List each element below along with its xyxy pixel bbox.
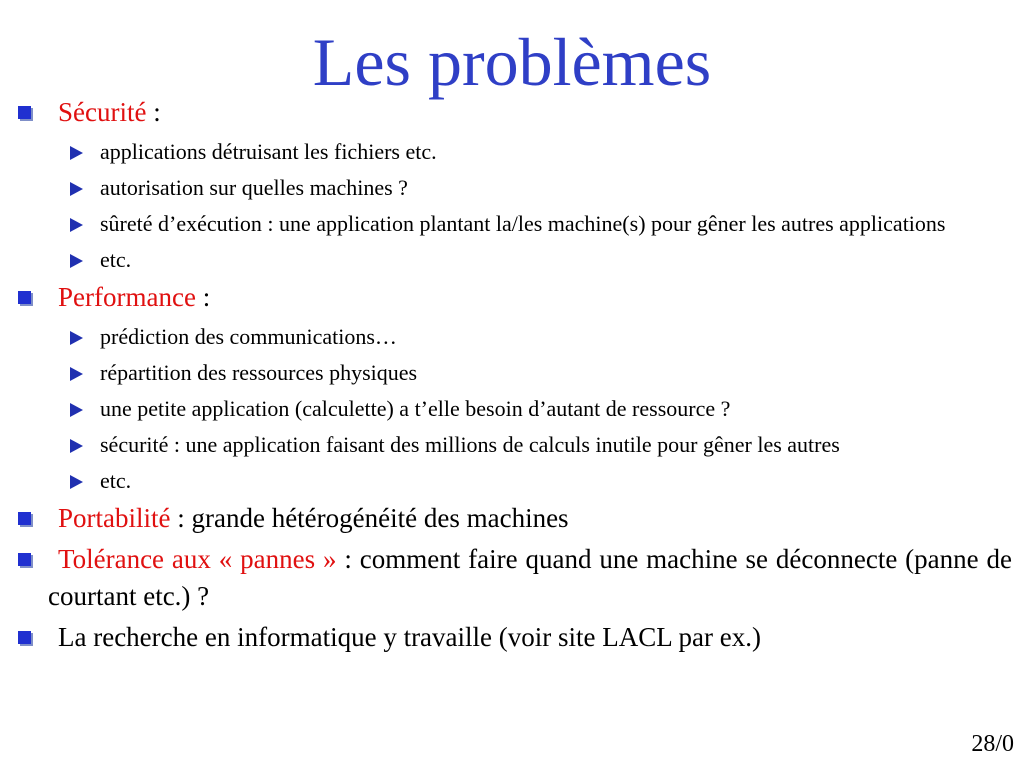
sub-bullet-text: prédiction des communications… <box>100 324 397 349</box>
sub-bullet-performance-4 <box>14 430 1012 460</box>
sub-bullet-text: etc. <box>100 247 132 272</box>
keyword-tolerance: Tolérance aux « pannes » <box>58 544 337 574</box>
square-bullet-icon <box>18 291 31 304</box>
arrow-bullet-icon <box>70 367 83 381</box>
arrow-bullet-icon <box>70 254 83 268</box>
arrow-bullet-icon <box>70 331 83 345</box>
bullet-recherche <box>14 619 1012 656</box>
sub-bullet-text: sécurité : une application faisant des millions de calculs inutile pour gêner les autres <box>100 432 840 457</box>
keyword-portabilite: Portabilité <box>58 503 171 533</box>
sub-bullet-performance-3 <box>14 394 1012 424</box>
page-number: 28/0 <box>971 731 1014 757</box>
slide-title: Les problèmes <box>312 24 712 100</box>
sub-bullet-text: sûreté d’exécution : une application plantant la/les machine(s) pour gêner les autres applications <box>100 211 946 236</box>
bullet-performance <box>14 279 1012 316</box>
bullet-tolerance-rest: : comment faire quand une machine se déconnecte (panne de courtant etc.) ? <box>48 544 1013 611</box>
arrow-bullet-icon <box>70 146 83 160</box>
sub-bullet-text: etc. <box>100 468 132 493</box>
sub-bullet-text: une petite application (calculette) a t’elle besoin d’autant de ressource ? <box>100 396 731 421</box>
sub-bullet-securite-3 <box>14 209 1012 239</box>
arrow-bullet-icon <box>70 403 83 417</box>
bullet-recherche-text: La recherche en informatique y travaille (voir site LACL par ex.) <box>58 622 761 652</box>
square-bullet-icon <box>18 512 31 525</box>
bullet-tolerance <box>14 541 1012 615</box>
slide-content <box>14 90 1012 656</box>
sub-bullet-text: répartition des ressources physiques <box>100 360 418 385</box>
arrow-bullet-icon <box>70 218 83 232</box>
sub-bullet-performance-2 <box>14 358 1012 388</box>
bullet-performance-rest: : <box>195 282 211 312</box>
sub-bullet-performance-1 <box>14 322 1012 352</box>
sub-bullet-performance-5 <box>14 466 1012 496</box>
square-bullet-icon <box>18 553 31 566</box>
sub-bullet-securite-1 <box>14 137 1012 167</box>
bullet-portabilite <box>14 500 1012 537</box>
sub-bullet-text: autorisation sur quelles machines ? <box>100 175 408 200</box>
sub-bullet-text: applications détruisant les fichiers etc. <box>100 139 437 164</box>
sub-bullet-securite-2 <box>14 173 1012 203</box>
keyword-performance: Performance <box>58 282 196 312</box>
square-bullet-icon <box>18 631 31 644</box>
bullet-securite-rest: : <box>146 97 161 127</box>
keyword-securite: Sécurité <box>58 97 147 127</box>
arrow-bullet-icon <box>70 182 83 196</box>
sub-bullet-securite-4 <box>14 245 1012 275</box>
bullet-portabilite-rest: : grande hétérogénéité des machines <box>170 503 569 533</box>
arrow-bullet-icon <box>70 439 83 453</box>
square-bullet-icon <box>18 106 31 119</box>
arrow-bullet-icon <box>70 475 83 489</box>
bullet-securite <box>14 94 1012 131</box>
